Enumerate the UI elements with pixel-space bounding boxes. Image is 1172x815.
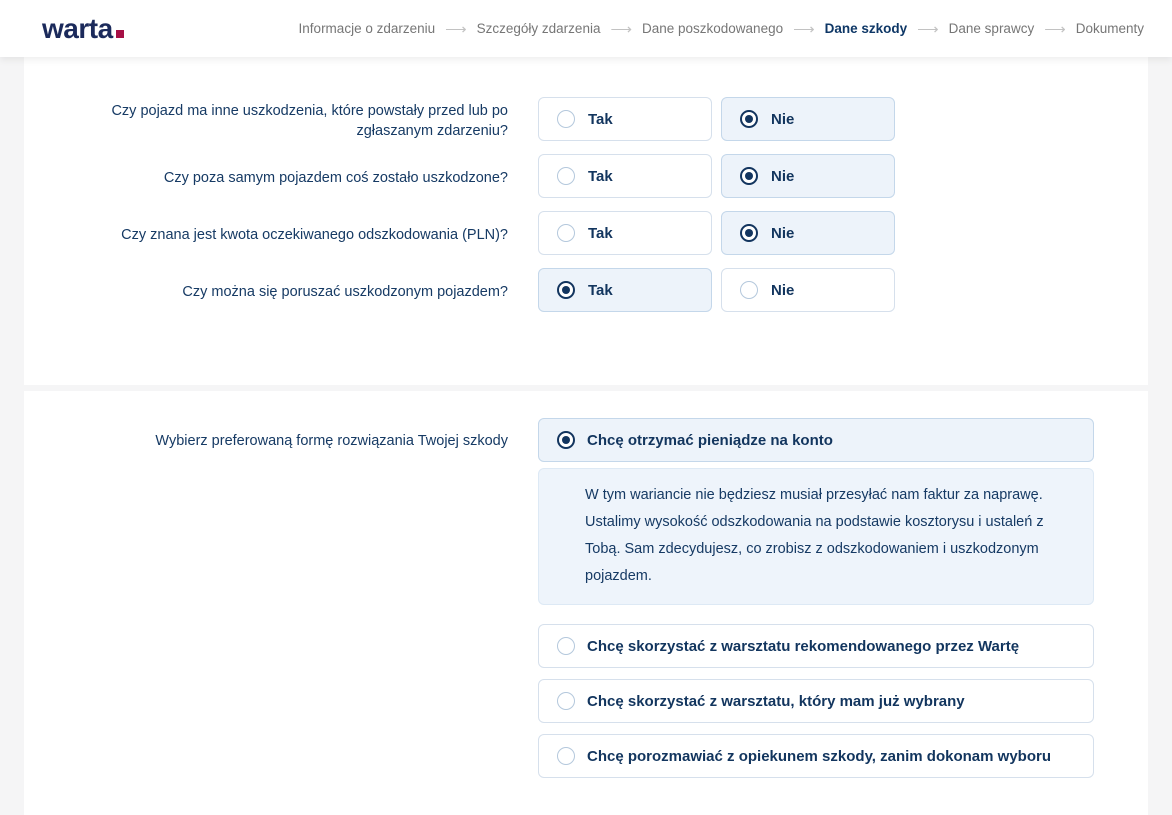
damage-questions-card [24,57,1148,385]
preference-section [24,418,1148,789]
answer-tak-button[interactable] [538,154,712,198]
option-label: Chcę porozmawiać z opiekunem szkody, zanim dokonam wyboru [587,747,1051,765]
option-money-to-account-button[interactable] [538,418,1094,462]
breadcrumb-step-dane-szkody-current[interactable]: Dane szkody [824,21,908,36]
question-row-expected-compensation [24,211,1148,255]
resolution-options-group [538,418,1094,789]
answer-nie-label: Nie [771,281,795,299]
answer-nie-button[interactable] [721,211,895,255]
radio-icon [557,692,575,710]
answer-tak-label: Tak [588,224,613,242]
preference-question-text: Wybierz preferowaną formę rozwiązania Twojej szkody [155,433,508,449]
answer-tak-label: Tak [588,110,613,128]
warta-logo-dot-icon [116,30,124,38]
answer-nie-button[interactable] [721,268,895,312]
question-text: Czy znana jest kwota oczekiwanego odszkodowania (PLN)? [121,227,508,243]
answer-nie-label: Nie [771,224,795,242]
radio-icon [557,431,575,449]
radio-icon [557,281,575,299]
radio-icon [740,224,758,242]
breadcrumb-arrow-icon: ⟶ [917,20,939,38]
question-text: Czy pojazd ma inne uszkodzenia, które powstały przed lub po zgłaszanym zdarzeniu? [111,103,508,139]
answer-group [538,97,895,141]
breadcrumb-step-szczegoly-zdarzenia[interactable]: Szczegóły zdarzenia [476,21,601,36]
radio-icon [740,281,758,299]
answer-group [538,211,895,255]
resolution-preference-card [24,391,1148,815]
answer-tak-label: Tak [588,281,613,299]
option-own-workshop-button[interactable] [538,679,1094,723]
question-row-other-damage [24,97,1148,141]
breadcrumb-step-dane-poszkodowanego[interactable]: Dane poszkodowanego [641,21,784,36]
answer-group [538,154,895,198]
answer-tak-button[interactable] [538,97,712,141]
option-recommended-workshop-button[interactable] [538,624,1094,668]
answer-tak-button[interactable] [538,211,712,255]
breadcrumb-arrow-icon: ⟶ [445,20,467,38]
radio-icon [557,167,575,185]
radio-icon [557,637,575,655]
radio-icon [557,747,575,765]
question-text: Czy można się poruszać uszkodzonym pojazdem? [182,284,508,300]
answer-group [538,268,895,312]
answer-nie-button[interactable] [721,154,895,198]
option-money-to-account-description: W tym wariancie nie będziesz musiał przesyłać nam faktur za naprawę. Ustalimy wysokość odszkodowania na podstawie kosztorysu i ustaleń z Tobą. Sam zdecydujesz, co zrobisz z odszkodowaniem i uszkodzonym pojazdem. [538,468,1094,605]
app-header [0,0,1172,57]
radio-icon [740,110,758,128]
answer-nie-label: Nie [771,167,795,185]
option-label: Chcę otrzymać pieniądze na konto [587,431,833,449]
radio-icon [740,167,758,185]
question-text: Czy poza samym pojazdem coś zostało uszkodzone? [163,170,508,186]
breadcrumb-step-dane-sprawcy[interactable]: Dane sprawcy [948,21,1035,36]
option-label: Chcę skorzystać z warsztatu rekomendowanego przez Wartę [587,637,1020,655]
question-row-other-objects-damaged [24,154,1148,198]
radio-icon [557,110,575,128]
radio-icon [557,224,575,242]
breadcrumb-step-informacje-o-zdarzeniu[interactable]: Informacje o zdarzeniu [298,21,436,36]
breadcrumb-arrow-icon: ⟶ [793,20,815,38]
answer-tak-button[interactable] [538,268,712,312]
warta-logo[interactable] [42,13,124,45]
answer-nie-button[interactable] [721,97,895,141]
answer-nie-label: Nie [771,110,795,128]
question-row-vehicle-drivable [24,268,1148,312]
breadcrumb-arrow-icon: ⟶ [610,20,632,38]
breadcrumb-step-dokumenty[interactable]: Dokumenty [1075,21,1144,36]
answer-tak-label: Tak [588,167,613,185]
option-talk-to-claim-handler-button[interactable] [538,734,1094,778]
breadcrumb-arrow-icon: ⟶ [1044,20,1066,38]
option-label: Chcę skorzystać z warsztatu, który mam już wybrany [587,692,965,710]
breadcrumb [299,20,1144,38]
warta-logo-text: warta [42,12,113,44]
